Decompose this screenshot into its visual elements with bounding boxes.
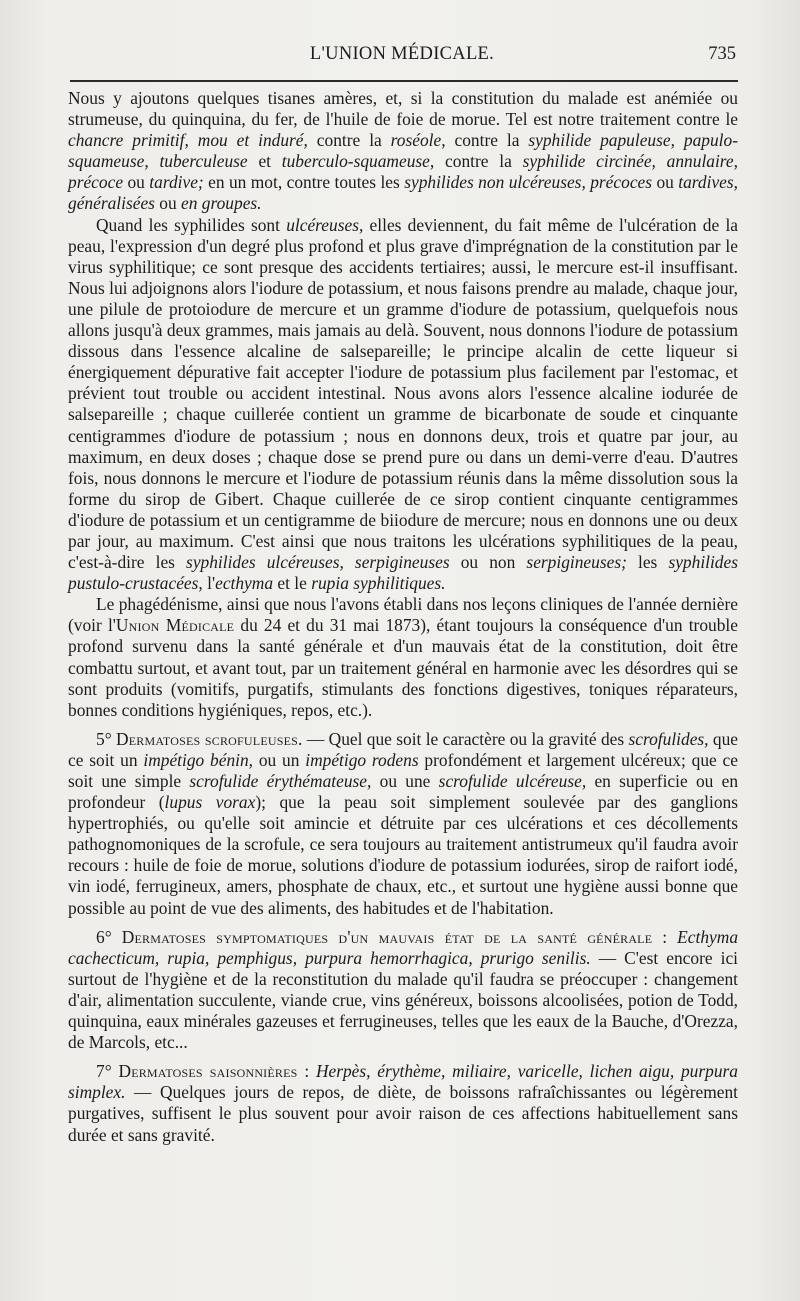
text-run: ); que la peau soit simplement soulevée par des ganglions hypertrophiés, ou qu'elle soit amincie et détruite par ces ulcérations et ces décollements pathognomoniques de la scrofule, ce sera toujours au traitement antistrumeux qu'il faudra avoir recours : huile de foie de morue, solutions d'iodure de potassium iodurées, sirop de raifort iodé, vin iodé, ferrugineux, amers, phosphate de chaux, etc., et surtout une hygiène aussi bonne que possible au point de vue des aliments, des habitudes et de l'habitation.: [68, 792, 738, 918]
paragraph: [68, 594, 738, 721]
text-run: 6°: [96, 926, 122, 947]
header-rule: [70, 80, 738, 82]
italic-run: rupia syphilitiques.: [311, 573, 446, 594]
small-caps-run: Dermatoses saisonnières: [118, 1061, 298, 1082]
text-run: ou une: [371, 771, 439, 791]
paragraph: [68, 215, 738, 595]
text-run: :: [652, 926, 678, 947]
italic-run: Herpès, érythème, miliaire, varicelle, lichen aigu, purpura simplex.: [68, 1061, 739, 1103]
italic-run: tardive;: [149, 172, 204, 193]
text-run: l': [202, 573, 216, 594]
text-run: contre la: [307, 130, 391, 151]
italic-run: tuberculo-squameuse,: [281, 151, 435, 172]
text-run: ou non: [449, 552, 527, 573]
italic-run: scrofulide ulcéreuse,: [438, 771, 587, 791]
text-run: elles deviennent, du fait même de l'ulcération de la peau, l'expression d'un degré plus profond et plus grave d'imprégnation de la constitution par le virus syphilitique; ce sont presque des accidents tertiaires; aussi, le mercure est-il insuffisant. Nous lui adjoignons alors l'iodure de potassium, et nous faisons prendre au malade, chaque jour, une pilule de protoiodure de mercure et un gramme d'iodure de potassium, quelquefois nous allons jusqu'à deux grammes, mais jamais au delà. Souvent, nous donnons l'iodure de potassium dissous dans l'essence alcaline de salsepareille; le principe alcalin de cette liqueur si énergiquement dépurative fait accepter l'iodure de potassium plus facilement par l'estomac, et prévient tout trouble ou accident intestinal. Nous avons alors l'essence alcaline iodurée de salsepareille ; chaque cuillerée contient un gramme de bicarbonate de soude et cinquante centigrammes d'iodure de potassium ; nous en donnons deux, trois et quatre par jour, au maximum, en deux doses ; chaque dose se prend pure ou dans un demi-verre d'eau. D'autres fois, nous donnons le mercure et l'iodure de potassium réunis dans la même dissolution sous la forme du sirop de Gibert. Chaque cuillerée de ce sirop contient cinquante centigrammes d'iodure de potassium et un centigramme de biiodure de mercure; nous en donnons une ou deux par jour, au maximum. C'est ainsi que nous traitons les ulcérations syphilitiques de la peau, c'est-à-dire les: [68, 214, 738, 573]
italic-run: ecthyma: [215, 573, 274, 594]
text-run: :: [297, 1061, 316, 1082]
text-run: 7°: [96, 1061, 119, 1082]
italic-run: syphilides non ulcéreuses, précoces: [404, 172, 653, 193]
text-run: — Quel que soit le caractère ou la gravité des: [302, 728, 629, 749]
text-run: Nous y ajoutons quelques tisanes amères, et, si la constitution du malade est anémiée ou strumeuse, du quinquina, du fer, de l'huile de foie de morue. Tel est notre traitement contre le: [68, 88, 738, 130]
small-caps-run: Dermatoses symptomatiques d'un mauvais état de la santé générale: [121, 926, 653, 947]
text-run: et le: [273, 573, 312, 594]
text-run: ou: [652, 172, 679, 193]
text-run: ou: [123, 172, 150, 193]
page-header: [68, 42, 736, 72]
text-run: en superficie ou en profondeur (: [68, 771, 739, 813]
italic-run: syphilides ulcéreuses, serpigineuses: [186, 552, 450, 573]
italic-run: syphilides pustulo-crustacées,: [68, 552, 738, 594]
italic-run: impétigo bénin,: [143, 749, 254, 770]
text-run: et: [247, 151, 282, 172]
italic-run: lupus vorax: [164, 792, 256, 813]
italic-run: scrofulide érythémateuse,: [189, 771, 372, 791]
italic-run: tardives, généralisées: [68, 172, 739, 214]
body-text: [68, 88, 738, 1228]
italic-run: ulcéreuses,: [286, 214, 364, 235]
paragraph: [68, 1061, 738, 1145]
text-run: du 24 et du 31 mai 1873), étant toujours la conséquence d'un trouble profond survenu dans la santé générale et d'un mauvais état de la constitution, doit être combattu surtout, et avant tout, par un traitement général en harmonie avec les désordres qui se sont produits (vomitifs, purgatifs, stimulants des fonctions digestives, toniques réparateurs, bonnes conditions hygiéniques, repos, etc.).: [68, 615, 738, 720]
italic-run: scrofulides,: [628, 728, 709, 749]
italic-run: en groupes.: [181, 193, 262, 214]
text-run: Le phagédénisme, ainsi que nous l'avons établi dans nos leçons cliniques de l'année dernière (voir l': [68, 594, 738, 636]
paragraph: [68, 729, 738, 919]
italic-run: serpigineuses;: [526, 552, 627, 573]
text-run: contre la: [434, 151, 523, 172]
italic-run: impétigo rodens: [305, 749, 419, 770]
italic-run: syphilide circinée, annulaire, précoce: [68, 151, 738, 193]
italic-run: roséole,: [390, 130, 446, 151]
text-run: ou un: [253, 749, 306, 770]
italic-run: syphilide papuleuse, papulo-squameuse, tuberculeuse: [68, 130, 738, 172]
text-run: Quand les syphilides sont: [96, 214, 287, 235]
paragraph: [68, 927, 738, 1054]
small-caps-run: Union Médicale: [115, 615, 235, 636]
text-run: contre la: [445, 130, 529, 151]
italic-run: chancre primitif, mou et induré,: [68, 130, 308, 151]
running-title: L'UNION MÉDICALE.: [309, 44, 495, 64]
small-caps-run: Dermatoses scrofuleuses.: [116, 728, 303, 749]
text-run: les: [626, 552, 669, 573]
paragraph: [68, 88, 738, 215]
text-run: ou: [154, 193, 182, 214]
text-run: — C'est encore ici surtout de l'hygiène et de la reconstitution du malade qu'il faudra se préoccuper : changement d'air, alimentation succulente, viande crue, vins généreux, boissons alcoolisées, potion de Todd, quinquina, eaux minérales gazeuses et ferrugineuses, telles que les eaux de la Bauche, d'Orezza, de Marcols, etc...: [68, 947, 738, 1053]
text-run: en un mot, contre toutes les: [203, 172, 405, 193]
text-run: — Quelques jours de repos, de diète, de boissons rafraîchissantes ou légèrement purgatives, suffisent le plus souvent pour avoir raison de ces affections habituellement sans durée et sans gravité.: [68, 1082, 738, 1145]
text-run: profondément et largement ulcéreux; que ce soit une simple: [68, 749, 738, 791]
page-number: 735: [708, 44, 736, 64]
text-run: 5°: [96, 728, 116, 749]
italic-run: Ecthyma cachecticum, rupia, pemphigus, purpura hemorrhagica, prurigo senilis.: [68, 926, 739, 968]
text-run: que ce soit un: [68, 728, 738, 770]
